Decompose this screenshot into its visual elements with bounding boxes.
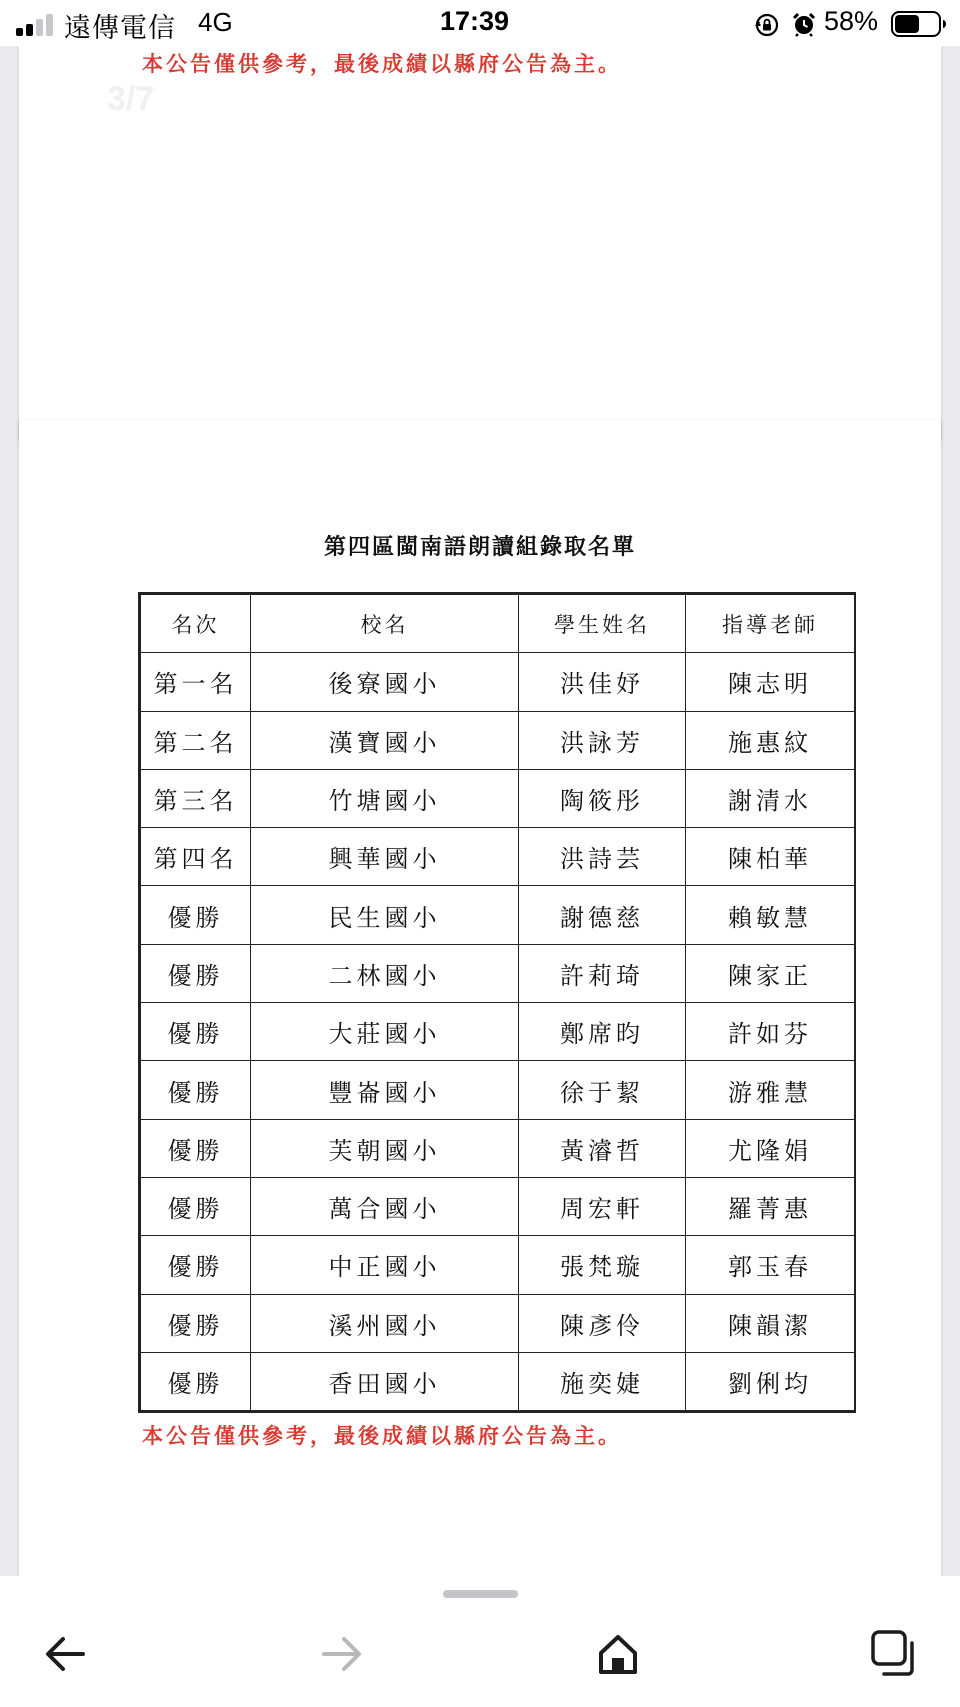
column-header-teacher: 指導老師 bbox=[686, 595, 855, 653]
cell-school: 後寮國小 bbox=[251, 653, 519, 711]
cell-student: 張梵璇 bbox=[519, 1236, 686, 1294]
column-header-school: 校名 bbox=[251, 595, 519, 653]
cell-school: 溪州國小 bbox=[251, 1294, 519, 1352]
cell-school: 萬合國小 bbox=[251, 1177, 519, 1235]
battery-percentage: 58% bbox=[824, 6, 879, 36]
pdf-page-previous bbox=[19, 46, 941, 440]
table-row bbox=[141, 1236, 855, 1294]
cell-rank: 第一名 bbox=[141, 653, 251, 711]
alarm-icon bbox=[791, 11, 817, 37]
cell-student: 周宏軒 bbox=[519, 1177, 686, 1235]
cell-rank: 優勝 bbox=[141, 1061, 251, 1119]
cell-rank: 優勝 bbox=[141, 1236, 251, 1294]
cell-student: 施奕婕 bbox=[519, 1352, 686, 1410]
signal-strength-icon bbox=[16, 14, 56, 36]
cell-student: 許莉琦 bbox=[519, 944, 686, 1002]
cell-student: 黃濬哲 bbox=[519, 1119, 686, 1177]
status-time: 17:39 bbox=[440, 6, 510, 36]
table-header-row bbox=[141, 595, 855, 653]
cell-student: 鄭席昀 bbox=[519, 1003, 686, 1061]
cell-student: 陳彥伶 bbox=[519, 1294, 686, 1352]
cell-teacher: 陳韻潔 bbox=[686, 1294, 855, 1352]
column-header-rank: 名次 bbox=[141, 595, 251, 653]
cell-student: 徐于絜 bbox=[519, 1061, 686, 1119]
cell-teacher: 尤隆娟 bbox=[686, 1119, 855, 1177]
cell-student: 洪詩芸 bbox=[519, 828, 686, 886]
bottom-toolbar bbox=[0, 1576, 960, 1707]
cell-school: 芙朝國小 bbox=[251, 1119, 519, 1177]
cell-teacher: 郭玉春 bbox=[686, 1236, 855, 1294]
disclaimer-notice: 本公告僅供參考，最後成績以縣府公告為主。 bbox=[142, 51, 622, 76]
cell-school: 大莊國小 bbox=[251, 1003, 519, 1061]
cell-student: 洪詠芳 bbox=[519, 711, 686, 769]
carrier-name: 遠傳電信 bbox=[64, 13, 176, 43]
table-row bbox=[141, 1119, 855, 1177]
cell-teacher: 陳柏華 bbox=[686, 828, 855, 886]
cell-teacher: 許如芬 bbox=[686, 1003, 855, 1061]
tabs-icon bbox=[870, 1629, 920, 1679]
table-row bbox=[141, 711, 855, 769]
back-arrow-icon bbox=[43, 1634, 87, 1674]
status-bar bbox=[0, 0, 960, 46]
battery-icon bbox=[891, 11, 947, 37]
cell-school: 香田國小 bbox=[251, 1352, 519, 1410]
table-row bbox=[141, 1352, 855, 1410]
cell-teacher: 劉俐均 bbox=[686, 1352, 855, 1410]
cell-rank: 優勝 bbox=[141, 944, 251, 1002]
cell-teacher: 陳家正 bbox=[686, 944, 855, 1002]
home-icon bbox=[596, 1632, 640, 1676]
cell-rank: 優勝 bbox=[141, 1119, 251, 1177]
cell-rank: 優勝 bbox=[141, 886, 251, 944]
column-header-student: 學生姓名 bbox=[519, 595, 686, 653]
cell-teacher: 謝清水 bbox=[686, 769, 855, 827]
cell-school: 豐崙國小 bbox=[251, 1061, 519, 1119]
cell-school: 中正國小 bbox=[251, 1236, 519, 1294]
table-row bbox=[141, 1061, 855, 1119]
table-row bbox=[141, 944, 855, 1002]
pdf-page-current bbox=[19, 420, 941, 1576]
table-row bbox=[141, 1177, 855, 1235]
cell-school: 興華國小 bbox=[251, 828, 519, 886]
cell-school: 漢寶國小 bbox=[251, 711, 519, 769]
cell-rank: 第四名 bbox=[141, 828, 251, 886]
cell-teacher: 游雅慧 bbox=[686, 1061, 855, 1119]
cell-rank: 優勝 bbox=[141, 1352, 251, 1410]
cell-rank: 第三名 bbox=[141, 769, 251, 827]
back-button[interactable] bbox=[35, 1624, 95, 1684]
cell-teacher: 羅菁惠 bbox=[686, 1177, 855, 1235]
toolbar-drag-handle[interactable] bbox=[443, 1590, 518, 1598]
cell-student: 謝德慈 bbox=[519, 886, 686, 944]
table-row bbox=[141, 769, 855, 827]
document-viewer[interactable] bbox=[0, 46, 960, 1576]
cell-student: 洪佳妤 bbox=[519, 653, 686, 711]
cell-rank: 優勝 bbox=[141, 1294, 251, 1352]
home-button[interactable] bbox=[588, 1624, 648, 1684]
rotation-lock-icon bbox=[755, 13, 779, 37]
forward-arrow-icon bbox=[320, 1634, 364, 1674]
forward-button[interactable] bbox=[312, 1624, 372, 1684]
cell-student: 陶筱彤 bbox=[519, 769, 686, 827]
cell-school: 民生國小 bbox=[251, 886, 519, 944]
table-row bbox=[141, 1003, 855, 1061]
table-row bbox=[141, 886, 855, 944]
network-type: 4G bbox=[198, 7, 233, 37]
cell-teacher: 陳志明 bbox=[686, 653, 855, 711]
cell-teacher: 施惠紋 bbox=[686, 711, 855, 769]
cell-teacher: 賴敏慧 bbox=[686, 886, 855, 944]
tabs-button[interactable] bbox=[865, 1624, 925, 1684]
disclaimer-notice: 本公告僅供參考，最後成績以縣府公告為主。 bbox=[142, 1423, 622, 1448]
cell-rank: 優勝 bbox=[141, 1177, 251, 1235]
table-row bbox=[141, 653, 855, 711]
cell-rank: 優勝 bbox=[141, 1003, 251, 1061]
cell-school: 二林國小 bbox=[251, 944, 519, 1002]
cell-rank: 第二名 bbox=[141, 711, 251, 769]
document-title: 第四區閩南語朗讀組錄取名單 bbox=[323, 534, 636, 560]
table-row bbox=[141, 828, 855, 886]
results-table bbox=[138, 592, 856, 1413]
table-row bbox=[141, 1294, 855, 1352]
page-indicator: 3/7 bbox=[107, 80, 155, 118]
cell-school: 竹塘國小 bbox=[251, 769, 519, 827]
